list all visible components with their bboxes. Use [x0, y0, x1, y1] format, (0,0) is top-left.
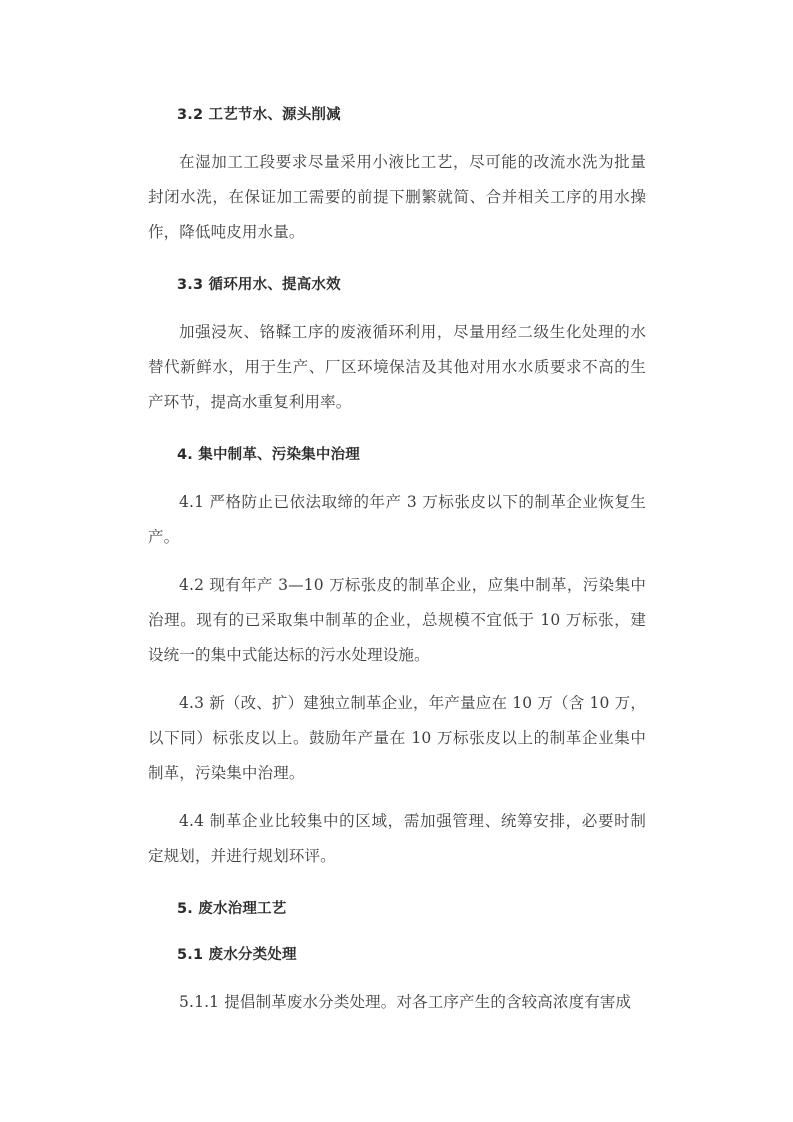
paragraph-3-3: 加强浸灰、铬鞣工序的废液循环利用，尽量用经二级生化处理的水替代新鲜水，用于生产、厂区环境保洁及其他对用水水质要求不高的生产环节，提高水重复利用率。	[148, 323, 646, 411]
heading-4: 4. 集中制革、污染集中治理	[177, 447, 360, 463]
heading-3-2: 3.2 工艺节水、源头削减	[177, 107, 341, 123]
spacer	[148, 966, 646, 985]
paragraph-4-3: 4.3 新（改、扩）建独立制革企业，年产量应在 10 万（含 10 万，以下同）标张皮以上。鼓励年产量在 10 万标张皮以上的制革企业集中制革，污染集中治理。	[148, 694, 646, 782]
section-3-2	[148, 104, 646, 250]
paragraph-4-4: 4.4 制革企业比较集中的区域，需加强管理、统筹安排，必要时制定规划，并进行规划环评。	[148, 812, 646, 865]
spacer	[148, 874, 646, 898]
spacer	[148, 126, 646, 145]
spacer	[148, 920, 646, 944]
spacer	[148, 791, 646, 804]
section-5	[148, 898, 646, 1020]
spacer	[148, 673, 646, 686]
heading-3-3: 3.3 循环用水、提高水效	[177, 277, 341, 293]
spacer	[148, 466, 646, 485]
spacer	[148, 250, 646, 274]
heading-5-1: 5.1 废水分类处理	[177, 947, 297, 963]
paragraph-4-1: 4.1 严格防止已依法取缔的年产 3 万标张皮以下的制革企业恢复生产。	[148, 493, 646, 546]
heading-5: 5. 废水治理工艺	[177, 901, 287, 917]
spacer	[148, 420, 646, 444]
paragraph-5-1-1: 5.1.1 提倡制革废水分类处理。对各工序产生的含较高浓度有害成	[179, 993, 632, 1011]
spacer	[148, 296, 646, 315]
spacer	[148, 555, 646, 568]
section-3-3	[148, 274, 646, 420]
section-4	[148, 444, 646, 874]
document-text-column	[148, 104, 646, 1020]
paragraph-4-2: 4.2 现有年产 3—10 万标张皮的制革企业，应集中制革，污染集中治理。现有的已采取集中制革的企业，总规模不宜低于 10 万标张，建设统一的集中式能达标的污水处理设施。	[148, 576, 646, 664]
paragraph-3-2: 在湿加工工段要求尽量采用小液比工艺，尽可能的改流水洗为批量封闭水洗，在保证加工需要的前提下删繁就简、合并相关工序的用水操作，降低吨皮用水量。	[148, 153, 646, 241]
